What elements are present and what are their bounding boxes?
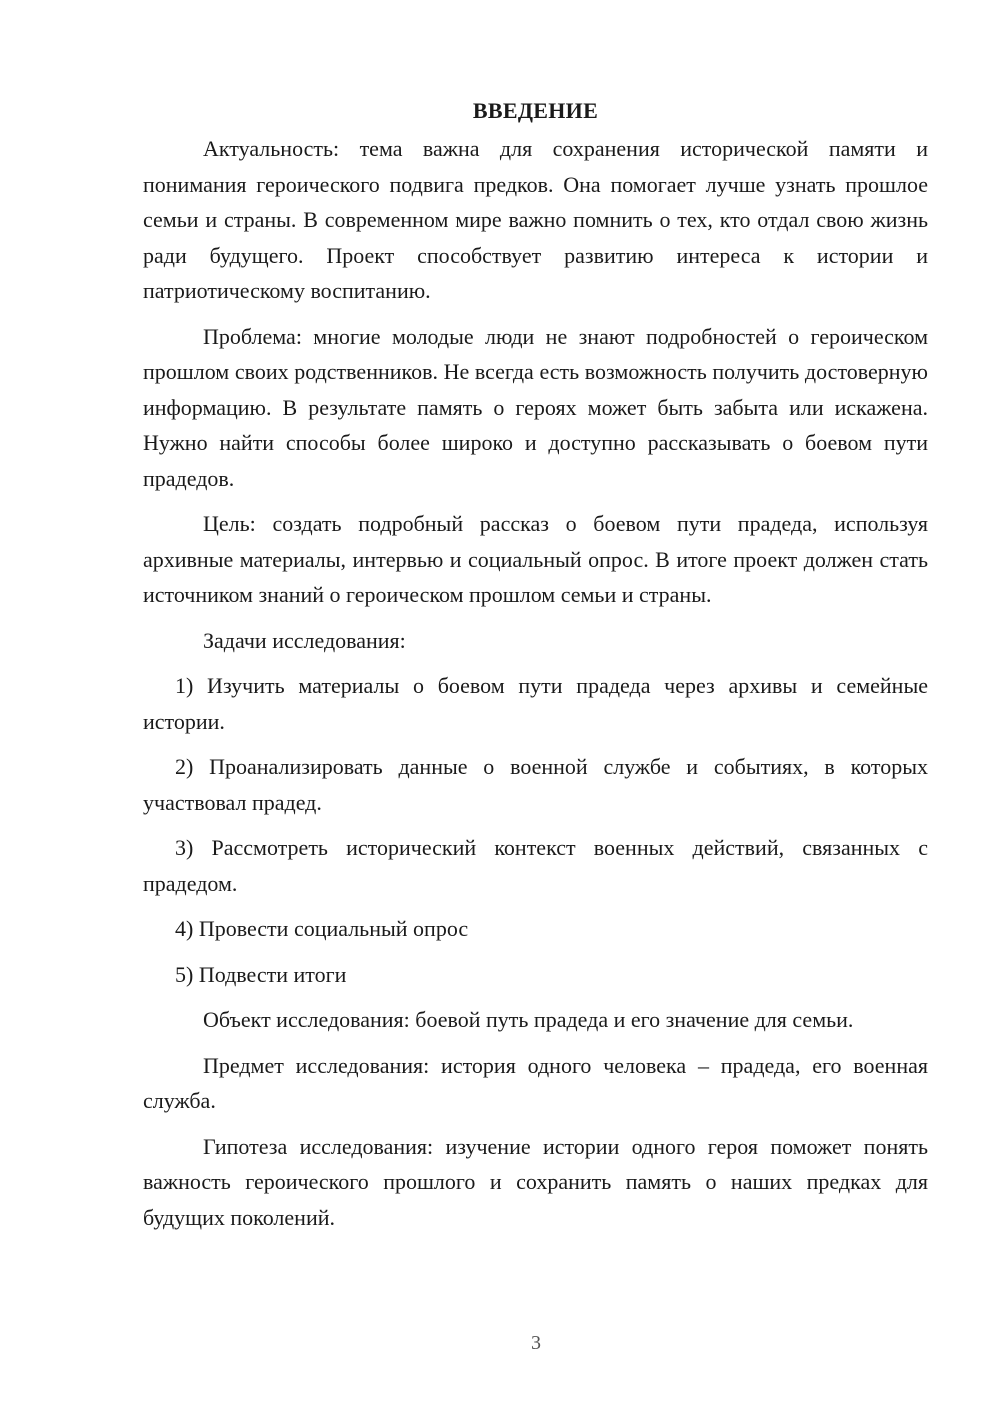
paragraph-subject: Предмет исследования: история одного человека – прадеда, его военная служба. (143, 1052, 928, 1113)
task-item-4: 4) Провести социальный опрос (175, 916, 469, 941)
section-heading: ВВЕДЕНИЕ (472, 98, 599, 123)
page-number: 3 (531, 1332, 541, 1354)
task-item-2: 2) Проанализировать данные о военной службе и событиях, в которых участвовал прадед. (143, 754, 928, 815)
paragraph-goal: Цель: создать подробный рассказ о боевом пути прадеда, используя архивные материалы, интервью и социальный опрос. В итоге проект должен стать источником знаний о героическом прошлом семьи и страны. (143, 511, 928, 607)
paragraph-object: Объект исследования: боевой путь прадеда и его значение для семьи. (203, 1007, 854, 1032)
tasks-heading: Задачи исследования: (203, 627, 406, 653)
paragraph-hypothesis: Гипотеза исследования: изучение истории одного героя поможет понять важность героического прошлого и сохранить память о наших предках для будущих поколений. (143, 1133, 928, 1230)
paragraph-relevance: Актуальность: тема важна для сохранения исторической памяти и понимания героического подвига предков. Она помогает лучше узнать прошлое семьи и страны. В современном мире важно помнить о тех, кто отдал свою жизнь ради будущего. Проект способствует развитию интереса к истории и патриотическому воспитанию. (143, 136, 928, 303)
task-item-1: 1) Изучить материалы о боевом пути прадеда через архивы и семейные истории. (143, 673, 928, 734)
task-item-5: 5) Подвести итоги (175, 961, 347, 987)
paragraph-problem: Проблема: многие молодые люди не знают подробностей о героическом прошлом своих родственников. Не всегда есть возможность получить достоверную информацию. В результате память о героях может быть забыта или искажена. Нужно найти способы более широко и доступно рассказывать о боевом пути прадедов. (143, 323, 928, 491)
page-content (143, 93, 928, 1245)
task-item-3: 3) Рассмотреть исторический контекст военных действий, связанных с прадедом. (143, 835, 928, 896)
